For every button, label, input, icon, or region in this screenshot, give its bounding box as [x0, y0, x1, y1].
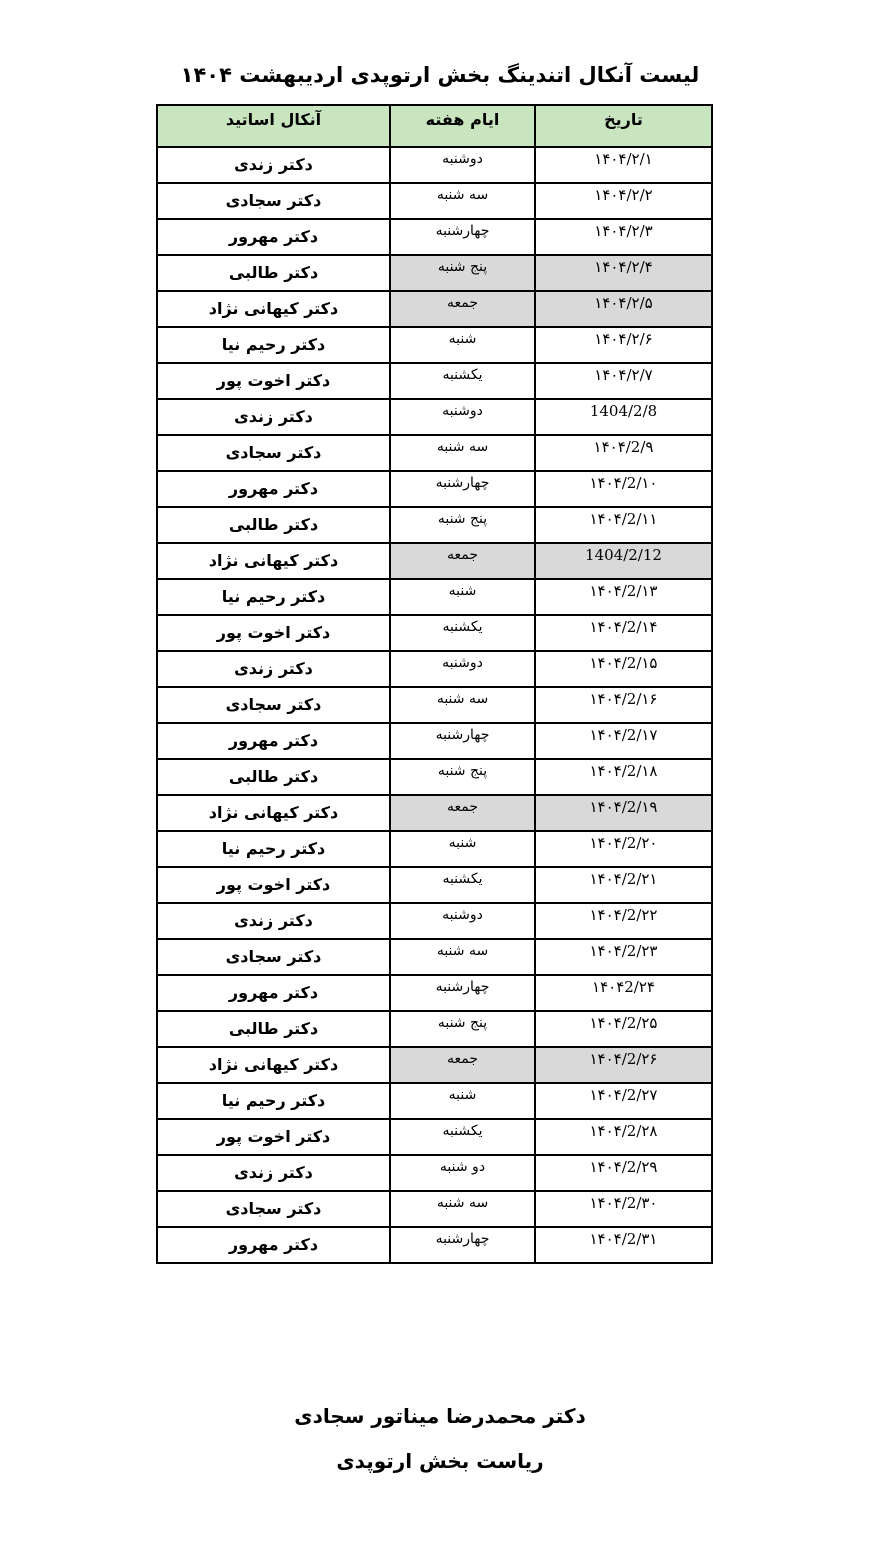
table-row — [157, 1119, 712, 1155]
weekday-cell: پنج شنبه — [390, 507, 535, 543]
table-row — [157, 651, 712, 687]
weekday-cell: چهارشنبه — [390, 975, 535, 1011]
weekday-cell: سه شنبه — [390, 1191, 535, 1227]
table-row — [157, 687, 712, 723]
weekday-cell: دو شنبه — [390, 1155, 535, 1191]
attending-cell: دکتر کیهانی نژاد — [157, 1047, 390, 1083]
attending-cell: دکتر رحیم نیا — [157, 831, 390, 867]
weekday-cell: یکشنبه — [390, 363, 535, 399]
attending-cell: دکتر رحیم نیا — [157, 579, 390, 615]
date-cell: ۱۴۰۴/2/۲۶ — [535, 1047, 712, 1083]
weekday-cell: چهارشنبه — [390, 723, 535, 759]
table-row — [157, 327, 712, 363]
date-cell: ۱۴۰۴/2/۲۵ — [535, 1011, 712, 1047]
date-cell: ۱۴۰۴/2/۳۱ — [535, 1227, 712, 1263]
table-row — [157, 435, 712, 471]
table-row — [157, 399, 712, 435]
date-cell: ۱۴۰۴/2/۱۷ — [535, 723, 712, 759]
weekday-cell: شنبه — [390, 579, 535, 615]
date-cell: ۱۴۰۴/2/۲۳ — [535, 939, 712, 975]
attending-cell: دکتر مهرور — [157, 1227, 390, 1263]
date-cell: 1404/2/12 — [535, 543, 712, 579]
date-cell: ۱۴۰۴/۲/۶ — [535, 327, 712, 363]
date-cell: ۱۴۰۴/2/۳۰ — [535, 1191, 712, 1227]
date-cell: ۱۴۰۴/2/۲۷ — [535, 1083, 712, 1119]
attending-cell: دکتر رحیم نیا — [157, 1083, 390, 1119]
table-row — [157, 255, 712, 291]
table-row — [157, 759, 712, 795]
table-header — [157, 105, 712, 147]
date-cell: ۱۴۰۴/۲/۳ — [535, 219, 712, 255]
weekday-cell: سه شنبه — [390, 183, 535, 219]
date-cell: ۱۴۰۴/۲/۷ — [535, 363, 712, 399]
table-row — [157, 1155, 712, 1191]
table-row — [157, 1011, 712, 1047]
date-cell: ۱۴۰۴/2/۱۳ — [535, 579, 712, 615]
weekday-cell: یکشنبه — [390, 867, 535, 903]
attending-cell: دکتر مهرور — [157, 975, 390, 1011]
table-row — [157, 363, 712, 399]
attending-cell: دکتر طالبی — [157, 1011, 390, 1047]
table-row — [157, 147, 712, 183]
weekday-cell: دوشنبه — [390, 147, 535, 183]
attending-cell: دکتر کیهانی نژاد — [157, 543, 390, 579]
date-cell: ۱۴۰۴/2/۱۴ — [535, 615, 712, 651]
weekday-cell: جمعه — [390, 795, 535, 831]
date-cell: ۱۴۰۴/2/۲۹ — [535, 1155, 712, 1191]
date-cell: ۱۴۰۴/2/۱۸ — [535, 759, 712, 795]
table-row — [157, 867, 712, 903]
attending-cell: دکتر اخوت پور — [157, 1119, 390, 1155]
table-row — [157, 543, 712, 579]
weekday-cell: جمعه — [390, 543, 535, 579]
table-row — [157, 183, 712, 219]
weekday-cell: شنبه — [390, 1083, 535, 1119]
oncall-schedule-table — [156, 104, 713, 1264]
table-row — [157, 723, 712, 759]
date-cell: ۱۴۰۴/۲/۱ — [535, 147, 712, 183]
table-row — [157, 903, 712, 939]
table-row — [157, 1047, 712, 1083]
attending-cell: دکتر مهرور — [157, 219, 390, 255]
date-cell: ۱۴۰۴/۲/۲ — [535, 183, 712, 219]
weekday-cell: چهارشنبه — [390, 1227, 535, 1263]
attending-cell: دکتر اخوت پور — [157, 867, 390, 903]
attending-cell: دکتر سجادی — [157, 435, 390, 471]
weekday-cell: پنج شنبه — [390, 255, 535, 291]
attending-cell: دکتر طالبی — [157, 507, 390, 543]
weekday-cell: سه شنبه — [390, 687, 535, 723]
weekday-cell: سه شنبه — [390, 435, 535, 471]
attending-cell: دکتر زندی — [157, 651, 390, 687]
header-attending: آنکال اساتید — [157, 105, 390, 147]
date-cell: ۱۴۰۴/2/۱۶ — [535, 687, 712, 723]
table-row — [157, 615, 712, 651]
date-cell: ۱۴۰۴/2/۱۰ — [535, 471, 712, 507]
date-cell: ۱۴۰۴2/۲۴ — [535, 975, 712, 1011]
attending-cell: دکتر مهرور — [157, 471, 390, 507]
table-body — [157, 147, 712, 1263]
header-weekday: ایام هفته — [390, 105, 535, 147]
date-cell: ۱۴۰۴/2/۲۱ — [535, 867, 712, 903]
table-row — [157, 831, 712, 867]
table-row — [157, 579, 712, 615]
table-row — [157, 1083, 712, 1119]
weekday-cell: سه شنبه — [390, 939, 535, 975]
attending-cell: دکتر سجادی — [157, 1191, 390, 1227]
date-cell: ۱۴۰۴/2/۲۰ — [535, 831, 712, 867]
date-cell: ۱۴۰۴/2/۲۲ — [535, 903, 712, 939]
weekday-cell: جمعه — [390, 1047, 535, 1083]
date-cell: ۱۴۰۴/۲/۴ — [535, 255, 712, 291]
weekday-cell: دوشنبه — [390, 399, 535, 435]
header-date: تاریخ — [535, 105, 712, 147]
weekday-cell: چهارشنبه — [390, 471, 535, 507]
table-row — [157, 1227, 712, 1263]
header-row — [157, 105, 712, 147]
attending-cell: دکتر کیهانی نژاد — [157, 291, 390, 327]
attending-cell: دکتر سجادی — [157, 939, 390, 975]
weekday-cell: پنج شنبه — [390, 1011, 535, 1047]
attending-cell: دکتر طالبی — [157, 759, 390, 795]
attending-cell: دکتر اخوت پور — [157, 363, 390, 399]
table-row — [157, 291, 712, 327]
table-row — [157, 219, 712, 255]
attending-cell: دکتر زندی — [157, 147, 390, 183]
table-row — [157, 1191, 712, 1227]
weekday-cell: چهارشنبه — [390, 219, 535, 255]
date-cell: ۱۴۰۴/2/۲۸ — [535, 1119, 712, 1155]
table-row — [157, 795, 712, 831]
date-cell: ۱۴۰۴/2/۱۵ — [535, 651, 712, 687]
date-cell: ۱۴۰۴/2/۱۱ — [535, 507, 712, 543]
weekday-cell: پنج شنبه — [390, 759, 535, 795]
weekday-cell: جمعه — [390, 291, 535, 327]
attending-cell: دکتر سجادی — [157, 183, 390, 219]
weekday-cell: دوشنبه — [390, 651, 535, 687]
attending-cell: دکتر اخوت پور — [157, 615, 390, 651]
signature-name: دکتر محمدرضا میناتور سجادی — [294, 1404, 586, 1428]
attending-cell: دکتر کیهانی نژاد — [157, 795, 390, 831]
date-cell: ۱۴۰۴/2/۱۹ — [535, 795, 712, 831]
weekday-cell: یکشنبه — [390, 615, 535, 651]
table-row — [157, 975, 712, 1011]
attending-cell: دکتر مهرور — [157, 723, 390, 759]
weekday-cell: یکشنبه — [390, 1119, 535, 1155]
attending-cell: دکتر رحیم نیا — [157, 327, 390, 363]
weekday-cell: دوشنبه — [390, 903, 535, 939]
attending-cell: دکتر طالبی — [157, 255, 390, 291]
attending-cell: دکتر سجادی — [157, 687, 390, 723]
attending-cell: دکتر زندی — [157, 1155, 390, 1191]
date-cell: 1404/2/8 — [535, 399, 712, 435]
attending-cell: دکتر زندی — [157, 399, 390, 435]
weekday-cell: شنبه — [390, 327, 535, 363]
table-row — [157, 939, 712, 975]
date-cell: ۱۴۰۴/2/۹ — [535, 435, 712, 471]
date-cell: ۱۴۰۴/۲/۵ — [535, 291, 712, 327]
signature-role: ریاست بخش ارتوپدی — [336, 1449, 544, 1473]
table-row — [157, 507, 712, 543]
page-title: لیست آنکال اتندینگ بخش ارتوپدی اردیبهشت ۱۴۰۴ — [180, 63, 700, 87]
attending-cell: دکتر زندی — [157, 903, 390, 939]
table-row — [157, 471, 712, 507]
weekday-cell: شنبه — [390, 831, 535, 867]
